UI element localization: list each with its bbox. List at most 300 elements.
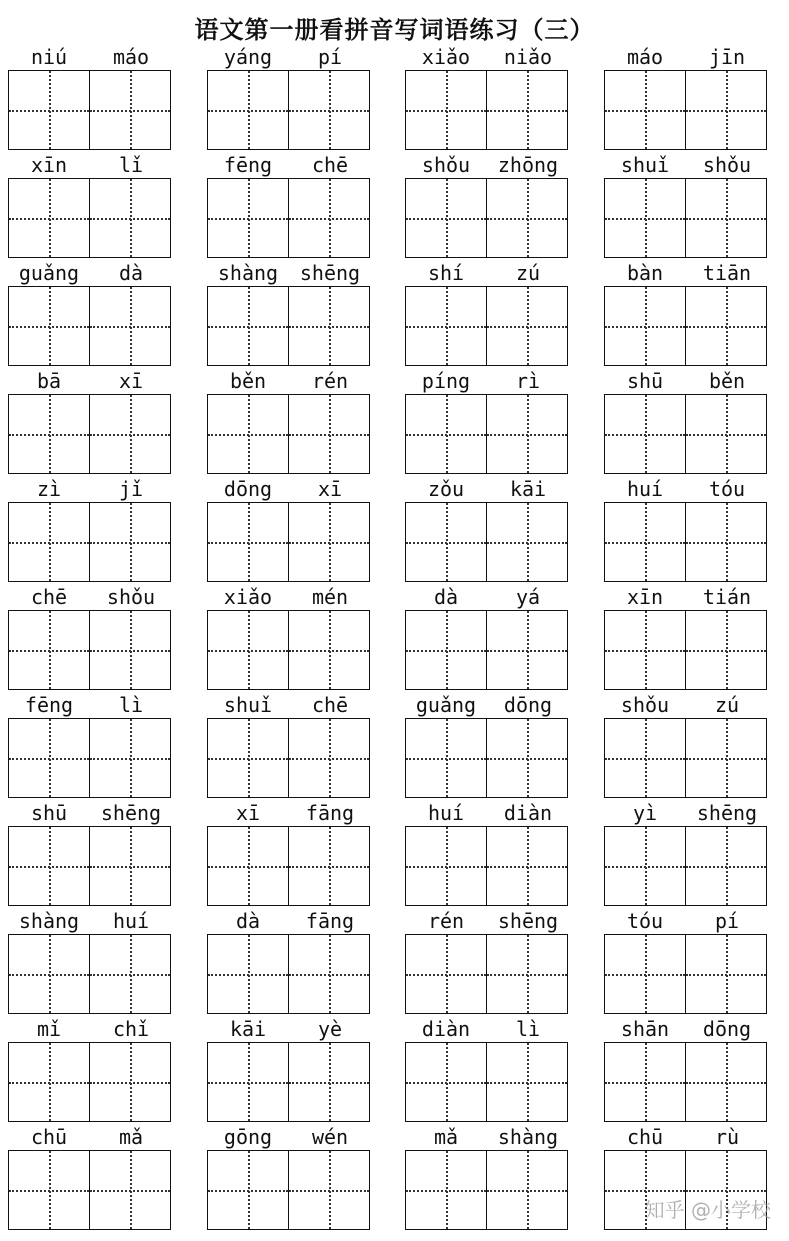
pinyin-syllable: yá — [515, 585, 541, 609]
pinyin-syllable: chē — [30, 585, 68, 609]
writing-boxes — [405, 1042, 569, 1122]
tianzi-grid-cell — [604, 178, 686, 258]
writing-boxes — [207, 178, 371, 258]
word-item — [207, 908, 371, 1014]
pinyin-line — [604, 692, 768, 718]
writing-boxes — [8, 718, 172, 798]
pinyin-line — [207, 1124, 371, 1150]
tianzi-grid-cell — [686, 610, 767, 690]
writing-boxes — [405, 610, 569, 690]
pinyin-line — [207, 584, 371, 610]
watermark: 知乎 @小学校 — [644, 1198, 771, 1222]
tianzi-grid-cell — [686, 70, 767, 150]
tianzi-grid-cell — [289, 934, 370, 1014]
word-item — [207, 1016, 371, 1122]
writing-boxes — [405, 70, 569, 150]
pinyin-line — [8, 692, 172, 718]
pinyin-syllable: kāi — [229, 1017, 267, 1041]
word-item — [207, 476, 371, 582]
writing-boxes — [8, 826, 172, 906]
tianzi-grid-cell — [90, 934, 171, 1014]
pinyin-line — [604, 800, 768, 826]
writing-boxes — [8, 610, 172, 690]
pinyin-syllable: gōng — [223, 1125, 273, 1149]
tianzi-grid-cell — [8, 718, 90, 798]
word-item — [207, 584, 371, 690]
pinyin-syllable: běn — [229, 369, 267, 393]
tianzi-grid-cell — [686, 502, 767, 582]
pinyin-syllable: shuǐ — [620, 153, 670, 177]
tianzi-grid-cell — [405, 1042, 487, 1122]
pinyin-line — [604, 368, 768, 394]
pinyin-line — [405, 692, 569, 718]
tianzi-grid-cell — [8, 502, 90, 582]
tianzi-grid-cell — [8, 286, 90, 366]
pinyin-syllable: jǐ — [118, 477, 144, 501]
pinyin-syllable: shí — [427, 261, 465, 285]
word-item — [207, 368, 371, 474]
word-item — [405, 368, 569, 474]
pinyin-line — [604, 44, 768, 70]
word-item — [405, 800, 569, 906]
writing-boxes — [207, 286, 371, 366]
writing-boxes — [8, 502, 172, 582]
pinyin-syllable: píng — [421, 369, 471, 393]
writing-boxes — [8, 934, 172, 1014]
pinyin-line — [604, 1016, 768, 1042]
pinyin-syllable: tiān — [702, 261, 752, 285]
tianzi-grid-cell — [405, 934, 487, 1014]
pinyin-line — [405, 584, 569, 610]
pinyin-syllable: xī — [235, 801, 261, 825]
tianzi-grid-cell — [289, 1150, 370, 1230]
pinyin-syllable: rì — [515, 369, 541, 393]
writing-boxes — [405, 718, 569, 798]
pinyin-line — [8, 584, 172, 610]
word-item — [207, 800, 371, 906]
pinyin-syllable: huí — [112, 909, 150, 933]
pinyin-syllable: zú — [714, 693, 740, 717]
pinyin-line — [405, 152, 569, 178]
word-item — [207, 44, 371, 150]
practice-row — [0, 368, 789, 476]
pinyin-syllable: shēng — [299, 261, 361, 285]
word-item — [604, 44, 768, 150]
pinyin-line — [8, 152, 172, 178]
word-item — [405, 152, 569, 258]
word-item — [8, 692, 172, 798]
practice-row — [0, 584, 789, 692]
pinyin-syllable: chū — [30, 1125, 68, 1149]
pinyin-syllable: shǒu — [620, 693, 670, 717]
tianzi-grid-cell — [405, 286, 487, 366]
word-item — [604, 476, 768, 582]
word-item — [8, 1124, 172, 1230]
tianzi-grid-cell — [405, 1150, 487, 1230]
word-item — [405, 584, 569, 690]
pinyin-syllable: shuǐ — [223, 693, 273, 717]
tianzi-grid-cell — [289, 178, 370, 258]
tianzi-grid-cell — [487, 394, 568, 474]
pinyin-line — [207, 1016, 371, 1042]
tianzi-grid-cell — [90, 718, 171, 798]
word-item — [207, 260, 371, 366]
practice-sheet — [0, 44, 789, 1232]
tianzi-grid-cell — [405, 502, 487, 582]
tianzi-grid-cell — [207, 70, 289, 150]
tianzi-grid-cell — [8, 178, 90, 258]
word-item — [604, 584, 768, 690]
writing-boxes — [405, 394, 569, 474]
pinyin-line — [405, 260, 569, 286]
pinyin-syllable: mǎ — [118, 1125, 144, 1149]
word-item — [604, 692, 768, 798]
pinyin-syllable: kāi — [509, 477, 547, 501]
writing-boxes — [405, 502, 569, 582]
tianzi-grid-cell — [604, 826, 686, 906]
pinyin-syllable: mén — [311, 585, 349, 609]
writing-boxes — [8, 1042, 172, 1122]
pinyin-line — [8, 260, 172, 286]
pinyin-syllable: dōng — [503, 693, 553, 717]
word-item — [405, 1124, 569, 1230]
pinyin-syllable: rén — [311, 369, 349, 393]
word-item — [8, 44, 172, 150]
tianzi-grid-cell — [90, 70, 171, 150]
writing-boxes — [207, 502, 371, 582]
word-item — [207, 692, 371, 798]
writing-boxes — [207, 70, 371, 150]
practice-row — [0, 260, 789, 368]
pinyin-syllable: chǐ — [112, 1017, 150, 1041]
tianzi-grid-cell — [8, 70, 90, 150]
word-item — [405, 260, 569, 366]
word-item — [8, 476, 172, 582]
page-title: 语文第一册看拼音写词语练习（三） — [194, 16, 595, 44]
tianzi-grid-cell — [405, 610, 487, 690]
pinyin-syllable: diàn — [421, 1017, 471, 1041]
tianzi-grid-cell — [604, 502, 686, 582]
pinyin-syllable: guǎng — [415, 693, 477, 717]
pinyin-syllable: zú — [515, 261, 541, 285]
pinyin-syllable: xiǎo — [421, 45, 471, 69]
tianzi-grid-cell — [604, 70, 686, 150]
pinyin-line — [405, 800, 569, 826]
practice-row — [0, 908, 789, 1016]
pinyin-syllable: niǎo — [503, 45, 553, 69]
tianzi-grid-cell — [8, 934, 90, 1014]
pinyin-syllable: shàng — [217, 261, 279, 285]
tianzi-grid-cell — [487, 1150, 568, 1230]
writing-boxes — [207, 610, 371, 690]
writing-boxes — [405, 286, 569, 366]
tianzi-grid-cell — [487, 1042, 568, 1122]
word-item — [405, 44, 569, 150]
writing-boxes — [604, 502, 768, 582]
tianzi-grid-cell — [207, 394, 289, 474]
pinyin-syllable: xiǎo — [223, 585, 273, 609]
pinyin-syllable: shū — [30, 801, 68, 825]
writing-boxes — [207, 394, 371, 474]
tianzi-grid-cell — [8, 610, 90, 690]
tianzi-grid-cell — [289, 502, 370, 582]
pinyin-syllable: tián — [702, 585, 752, 609]
tianzi-grid-cell — [90, 1150, 171, 1230]
pinyin-syllable: fāng — [305, 909, 355, 933]
pinyin-syllable: shēng — [696, 801, 758, 825]
pinyin-syllable: dà — [235, 909, 261, 933]
pinyin-line — [604, 908, 768, 934]
practice-row — [0, 152, 789, 260]
pinyin-syllable: chē — [311, 693, 349, 717]
pinyin-syllable: shǒu — [421, 153, 471, 177]
tianzi-grid-cell — [487, 286, 568, 366]
tianzi-grid-cell — [487, 70, 568, 150]
pinyin-syllable: zǒu — [427, 477, 465, 501]
pinyin-line — [207, 476, 371, 502]
pinyin-syllable: yáng — [223, 45, 273, 69]
pinyin-syllable: guǎng — [18, 261, 80, 285]
word-item — [604, 1016, 768, 1122]
pinyin-syllable: bàn — [626, 261, 664, 285]
practice-row — [0, 44, 789, 152]
writing-boxes — [405, 934, 569, 1014]
word-item — [8, 908, 172, 1014]
tianzi-grid-cell — [686, 178, 767, 258]
tianzi-grid-cell — [686, 718, 767, 798]
pinyin-syllable: máo — [626, 45, 664, 69]
pinyin-line — [405, 1124, 569, 1150]
pinyin-syllable: dà — [433, 585, 459, 609]
writing-boxes — [604, 394, 768, 474]
tianzi-grid-cell — [686, 286, 767, 366]
pinyin-syllable: mǐ — [36, 1017, 62, 1041]
pinyin-syllable: mǎ — [433, 1125, 459, 1149]
practice-row — [0, 1016, 789, 1124]
writing-boxes — [8, 1150, 172, 1230]
writing-boxes — [207, 934, 371, 1014]
tianzi-grid-cell — [207, 502, 289, 582]
pinyin-syllable: xīn — [30, 153, 68, 177]
tianzi-grid-cell — [686, 826, 767, 906]
tianzi-grid-cell — [8, 1150, 90, 1230]
tianzi-grid-cell — [90, 394, 171, 474]
pinyin-syllable: lì — [118, 693, 144, 717]
writing-boxes — [604, 718, 768, 798]
word-item — [405, 692, 569, 798]
pinyin-syllable: xīn — [626, 585, 664, 609]
pinyin-syllable: lì — [515, 1017, 541, 1041]
tianzi-grid-cell — [487, 826, 568, 906]
tianzi-grid-cell — [289, 394, 370, 474]
tianzi-grid-cell — [207, 178, 289, 258]
pinyin-syllable: shēng — [497, 909, 559, 933]
tianzi-grid-cell — [405, 826, 487, 906]
tianzi-grid-cell — [90, 286, 171, 366]
pinyin-syllable: jīn — [708, 45, 746, 69]
writing-boxes — [604, 70, 768, 150]
pinyin-syllable: běn — [708, 369, 746, 393]
word-item — [604, 368, 768, 474]
tianzi-grid-cell — [487, 502, 568, 582]
pinyin-syllable: chē — [311, 153, 349, 177]
pinyin-syllable: tóu — [626, 909, 664, 933]
pinyin-syllable: xī — [118, 369, 144, 393]
tianzi-grid-cell — [686, 394, 767, 474]
tianzi-grid-cell — [405, 70, 487, 150]
word-item — [405, 908, 569, 1014]
writing-boxes — [8, 286, 172, 366]
pinyin-line — [604, 584, 768, 610]
pinyin-syllable: shān — [620, 1017, 670, 1041]
pinyin-line — [405, 368, 569, 394]
tianzi-grid-cell — [289, 718, 370, 798]
tianzi-grid-cell — [487, 934, 568, 1014]
tianzi-grid-cell — [289, 70, 370, 150]
pinyin-syllable: pí — [714, 909, 740, 933]
pinyin-syllable: yè — [317, 1017, 343, 1041]
pinyin-line — [8, 908, 172, 934]
tianzi-grid-cell — [604, 286, 686, 366]
tianzi-grid-cell — [604, 610, 686, 690]
tianzi-grid-cell — [405, 394, 487, 474]
writing-boxes — [604, 178, 768, 258]
tianzi-grid-cell — [90, 826, 171, 906]
writing-boxes — [604, 934, 768, 1014]
tianzi-grid-cell — [289, 286, 370, 366]
pinyin-syllable: huí — [626, 477, 664, 501]
word-item — [207, 152, 371, 258]
writing-boxes — [8, 70, 172, 150]
word-item — [405, 476, 569, 582]
tianzi-grid-cell — [207, 934, 289, 1014]
tianzi-grid-cell — [90, 610, 171, 690]
pinyin-line — [604, 152, 768, 178]
tianzi-grid-cell — [207, 826, 289, 906]
tianzi-grid-cell — [686, 1042, 767, 1122]
tianzi-grid-cell — [604, 394, 686, 474]
pinyin-syllable: tóu — [708, 477, 746, 501]
tianzi-grid-cell — [604, 1042, 686, 1122]
pinyin-syllable: shàng — [497, 1125, 559, 1149]
word-item — [604, 260, 768, 366]
word-item — [604, 908, 768, 1014]
writing-boxes — [405, 826, 569, 906]
pinyin-line — [207, 152, 371, 178]
pinyin-line — [207, 800, 371, 826]
pinyin-syllable: rén — [427, 909, 465, 933]
writing-boxes — [604, 286, 768, 366]
pinyin-syllable: huí — [427, 801, 465, 825]
pinyin-syllable: xī — [317, 477, 343, 501]
tianzi-grid-cell — [604, 934, 686, 1014]
word-item — [8, 152, 172, 258]
pinyin-syllable: máo — [112, 45, 150, 69]
practice-row — [0, 476, 789, 584]
writing-boxes — [207, 1042, 371, 1122]
pinyin-syllable: rù — [714, 1125, 740, 1149]
word-item — [405, 1016, 569, 1122]
pinyin-line — [8, 800, 172, 826]
tianzi-grid-cell — [604, 718, 686, 798]
pinyin-syllable: fēng — [223, 153, 273, 177]
pinyin-syllable: bā — [36, 369, 62, 393]
tianzi-grid-cell — [487, 610, 568, 690]
writing-boxes — [8, 178, 172, 258]
tianzi-grid-cell — [8, 394, 90, 474]
pinyin-line — [207, 692, 371, 718]
tianzi-grid-cell — [90, 502, 171, 582]
word-item — [8, 368, 172, 474]
pinyin-syllable: chū — [626, 1125, 664, 1149]
writing-boxes — [207, 718, 371, 798]
pinyin-line — [207, 44, 371, 70]
pinyin-line — [8, 44, 172, 70]
writing-boxes — [604, 1042, 768, 1122]
pinyin-line — [8, 476, 172, 502]
pinyin-syllable: zì — [36, 477, 62, 501]
tianzi-grid-cell — [207, 610, 289, 690]
pinyin-line — [207, 908, 371, 934]
tianzi-grid-cell — [405, 718, 487, 798]
tianzi-grid-cell — [289, 1042, 370, 1122]
word-item — [8, 584, 172, 690]
pinyin-line — [405, 1016, 569, 1042]
tianzi-grid-cell — [405, 178, 487, 258]
pinyin-syllable: shǒu — [702, 153, 752, 177]
tianzi-grid-cell — [207, 1042, 289, 1122]
pinyin-line — [8, 368, 172, 394]
word-item — [8, 800, 172, 906]
practice-row — [0, 692, 789, 800]
pinyin-syllable: shǒu — [106, 585, 156, 609]
pinyin-line — [8, 1016, 172, 1042]
word-item — [604, 800, 768, 906]
tianzi-grid-cell — [686, 934, 767, 1014]
pinyin-line — [405, 44, 569, 70]
tianzi-grid-cell — [90, 178, 171, 258]
pinyin-line — [604, 260, 768, 286]
pinyin-line — [604, 476, 768, 502]
tianzi-grid-cell — [207, 1150, 289, 1230]
pinyin-syllable: diàn — [503, 801, 553, 825]
pinyin-line — [604, 1124, 768, 1150]
word-item — [8, 260, 172, 366]
pinyin-syllable: fēng — [24, 693, 74, 717]
writing-boxes — [604, 826, 768, 906]
practice-row — [0, 800, 789, 908]
tianzi-grid-cell — [8, 1042, 90, 1122]
writing-boxes — [405, 178, 569, 258]
word-item — [604, 152, 768, 258]
pinyin-syllable: niú — [30, 45, 68, 69]
pinyin-syllable: zhōng — [497, 153, 559, 177]
tianzi-grid-cell — [207, 718, 289, 798]
tianzi-grid-cell — [487, 718, 568, 798]
pinyin-syllable: yì — [632, 801, 658, 825]
pinyin-syllable: dōng — [702, 1017, 752, 1041]
pinyin-line — [207, 260, 371, 286]
tianzi-grid-cell — [289, 826, 370, 906]
tianzi-grid-cell — [289, 610, 370, 690]
word-item — [207, 1124, 371, 1230]
pinyin-line — [405, 908, 569, 934]
tianzi-grid-cell — [487, 178, 568, 258]
pinyin-syllable: shēng — [100, 801, 162, 825]
tianzi-grid-cell — [90, 1042, 171, 1122]
writing-boxes — [8, 394, 172, 474]
pinyin-line — [405, 476, 569, 502]
